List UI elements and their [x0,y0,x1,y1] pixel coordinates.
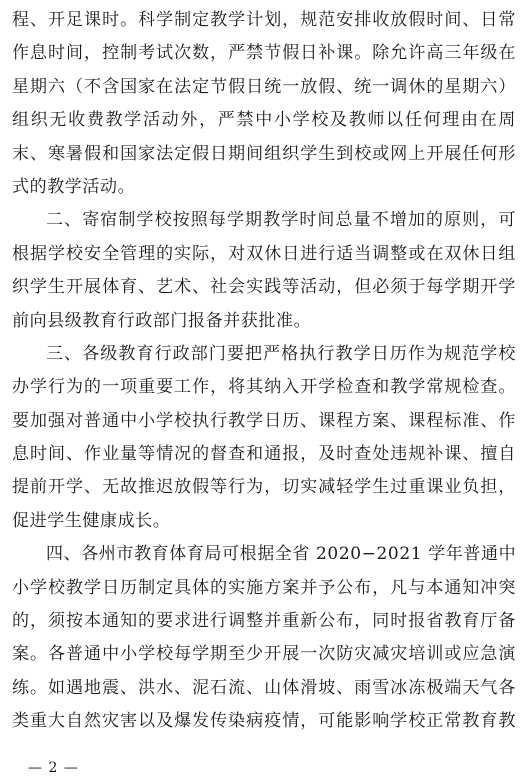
text-line: 式的教学活动。 [12,176,136,197]
text-line: 末、寒暑假和国家法定假日期间组织学生到校或网上开展任何形 [12,143,516,164]
text-line: 类重大自然灾害以及爆发传染病疫情，可能影响学校正常教育教 [12,711,516,732]
body-text [12,4,516,739]
text-line: 织学生开展体育、艺术、社会实践等活动，但必须于每学期开学 [12,277,516,298]
text-line: 三、各级教育行政部门要把严格执行教学日历作为规范学校 [46,343,516,364]
text-line: 要加强对普通中小学校执行教学日历、课程方案、课程标准、作 [12,410,516,431]
page-number: — 2 — [28,760,79,776]
text-line: 根据学校安全管理的实际，对双休日进行适当调整或在双休日组 [12,243,516,264]
text-line: 二、寄宿制学校按照每学期教学时间总量不增加的原则，可 [46,210,516,231]
text-line: 星期六（不含国家在法定节假日统一放假、统一调休的星期六） [12,76,516,97]
text-line: 的，须按本通知的要求进行调整并重新公布，同时报省教育厅备 [12,611,516,632]
text-line: 组织无收费教学活动外，严禁中小学校及教师以任何理由在周 [12,110,516,131]
text-line: 办学行为的一项重要工作，将其纳入开学检查和教学常规检查。 [12,377,516,398]
text-line: 四、各州市教育体育局可根据全省 2020−2021 学年普通中 [46,544,516,565]
text-line: 案。各普通中小学校每学期至少开展一次防灾减灾培训或应急演 [12,644,516,665]
text-line: 小学校教学日历制定具体的实施方案并予公布，凡与本通知冲突 [12,577,516,598]
text-line: 程、开足课时。科学制定教学计划，规范安排收放假时间、日常 [12,10,516,30]
text-line: 前向县级教育行政部门报备并获批准。 [12,310,312,331]
text-line: 提前开学、无故推迟放假等行为，切实减轻学生过重课业负担， [12,477,516,498]
text-line: 促进学生健康成长。 [12,510,171,531]
text-line: 练。如遇地震、洪水、泥石流、山体滑坡、雨雪冰冻极端天气各 [12,677,516,698]
text-line: 息时间、作业量等情况的督查和通报，及时查处违规补课、擅自 [12,444,516,465]
text-line: 作息时间，控制考试次数，严禁节假日补课。除允许高三年级在 [12,43,516,64]
